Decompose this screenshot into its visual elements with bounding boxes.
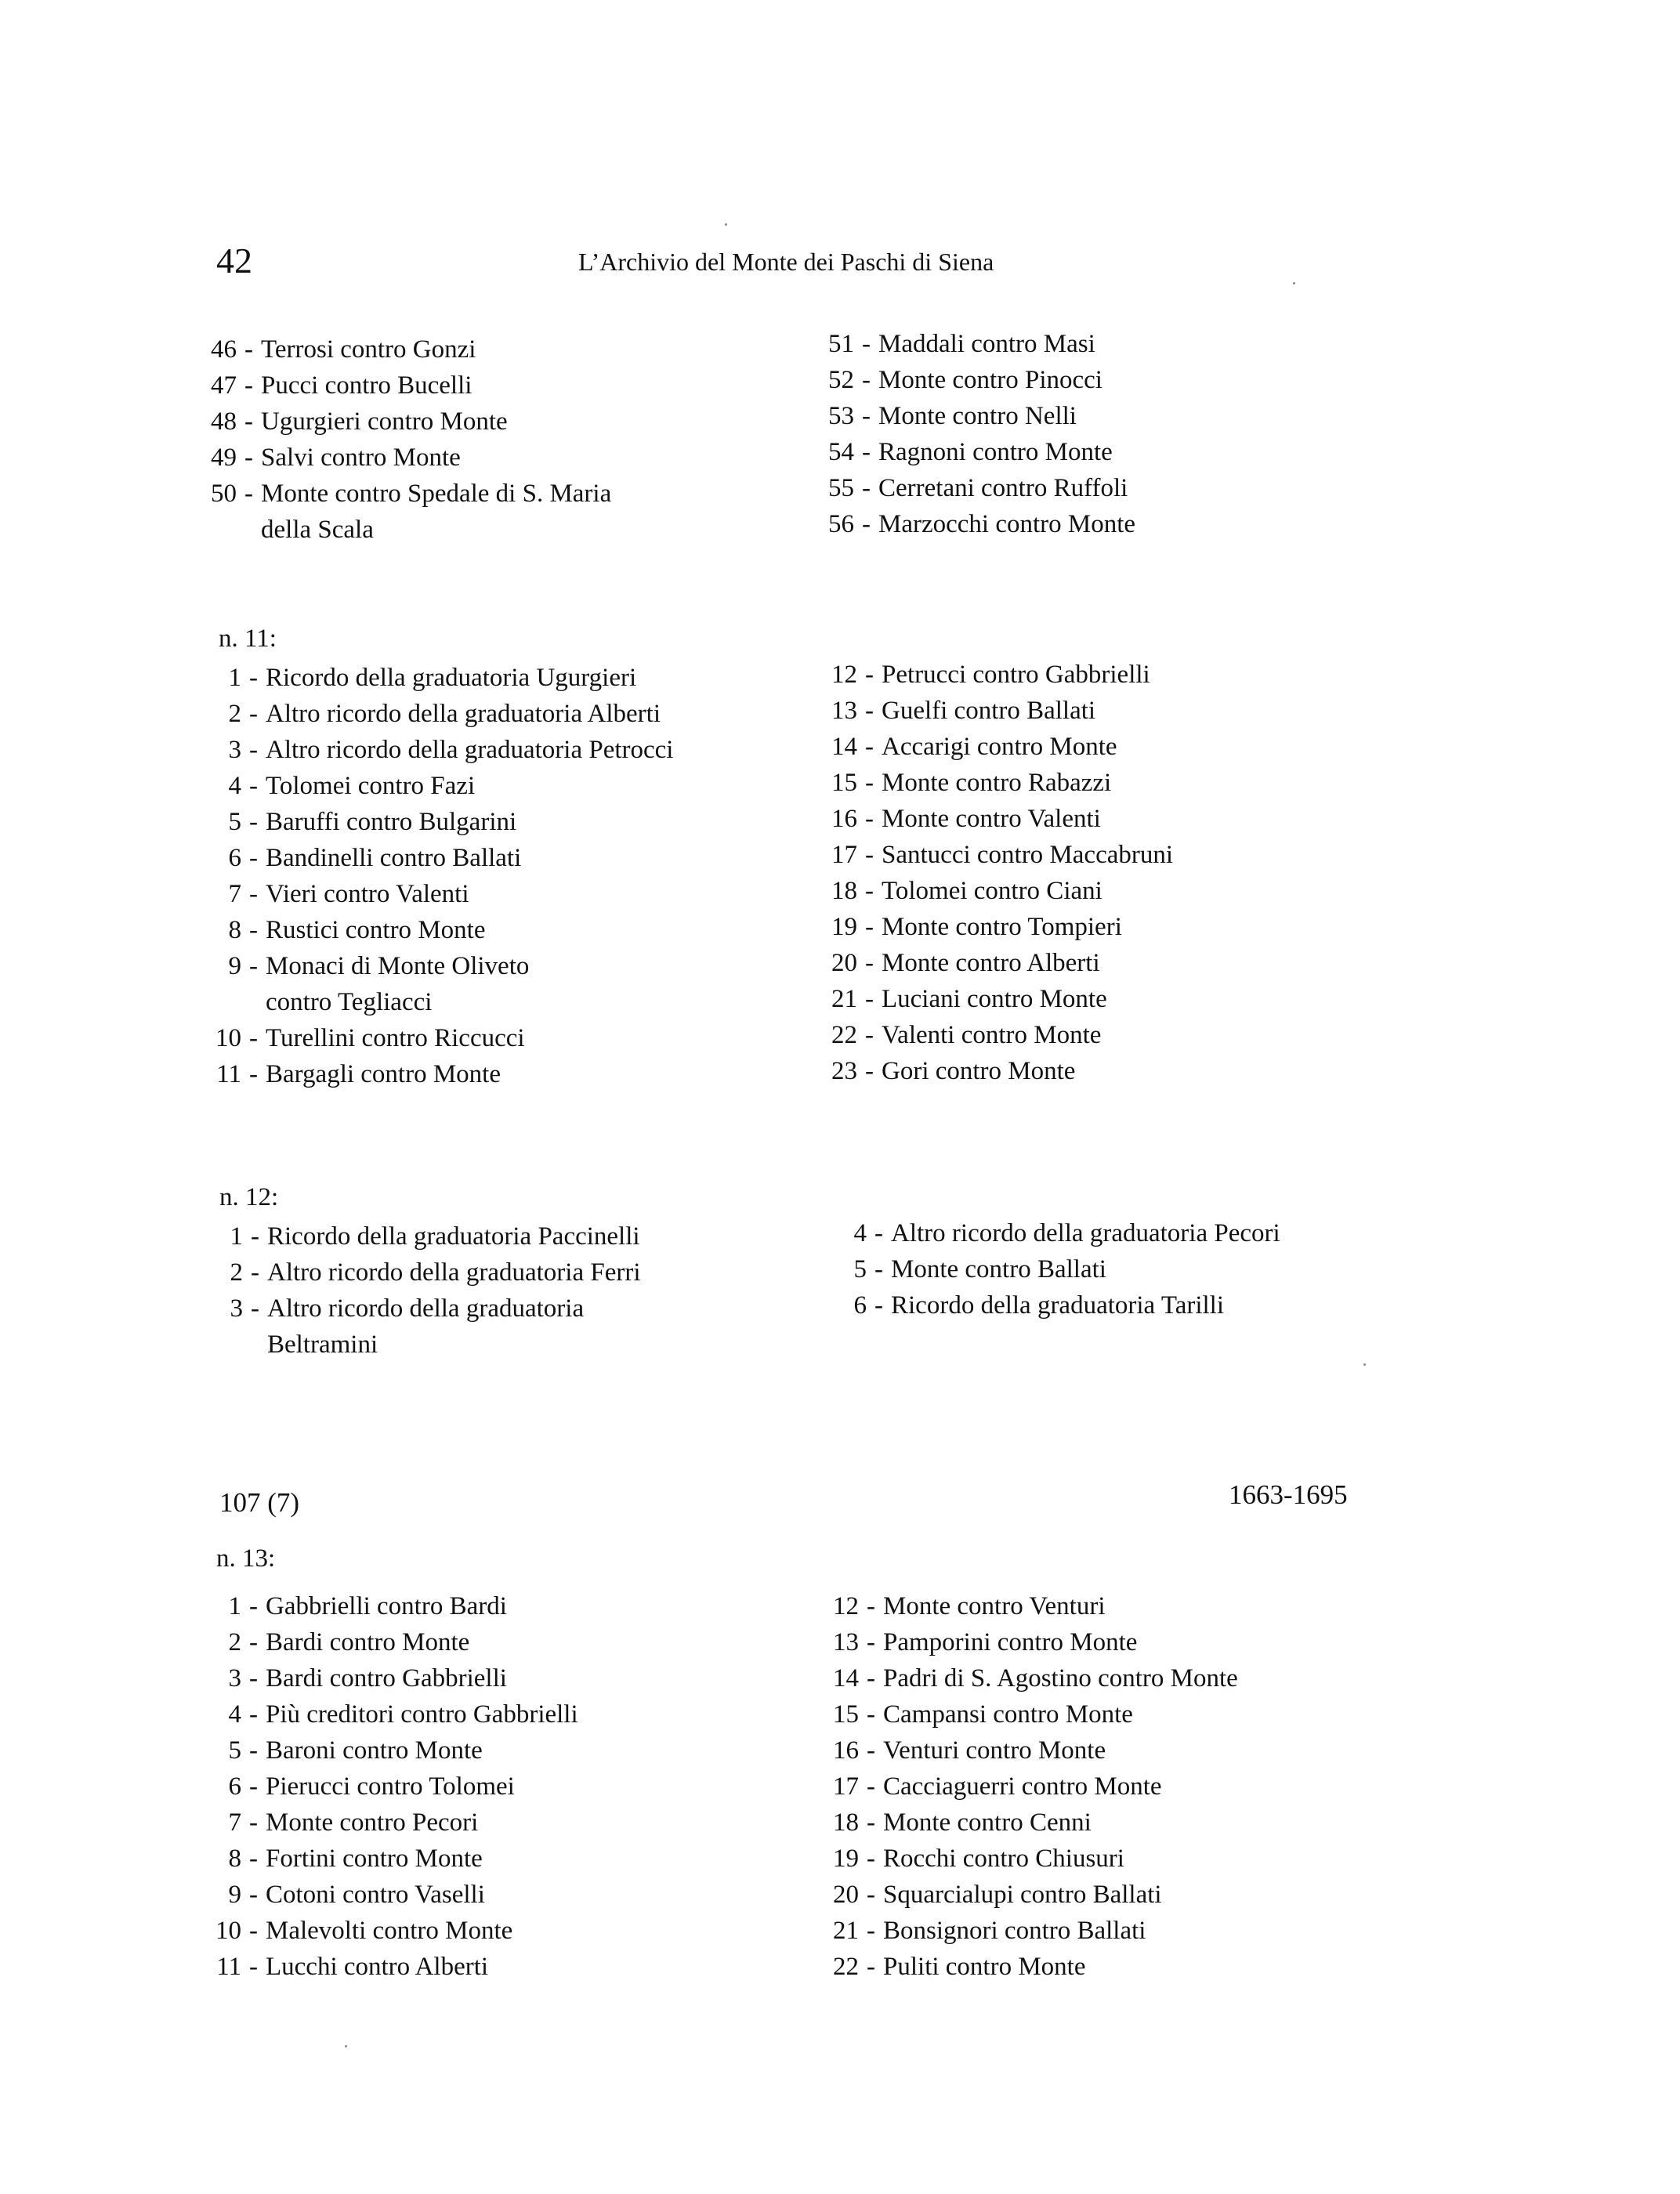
scan-speck bbox=[1293, 282, 1295, 284]
section-12-list-right bbox=[837, 1215, 1280, 1323]
list-item bbox=[837, 1287, 1280, 1323]
item-separator: - bbox=[249, 736, 258, 764]
item-separator: - bbox=[865, 661, 874, 689]
item-text: contro Tegliacci bbox=[266, 988, 433, 1016]
list-item bbox=[824, 506, 1135, 542]
item-separator: - bbox=[867, 1736, 875, 1765]
item-text: Pucci contro Bucelli bbox=[261, 371, 472, 400]
list-item bbox=[837, 1251, 1280, 1287]
item-text: Ragnoni contro Monte bbox=[878, 438, 1113, 466]
item-number: 51 bbox=[828, 330, 854, 358]
item-separator: - bbox=[249, 1808, 258, 1837]
item-text: Baruffi contro Bulgarini bbox=[266, 808, 517, 836]
list-item bbox=[829, 1877, 1238, 1913]
item-separator: - bbox=[867, 1700, 875, 1729]
item-separator: - bbox=[865, 877, 874, 905]
list-item-continuation bbox=[212, 984, 673, 1020]
item-number: 17 bbox=[833, 1772, 859, 1801]
item-number: 9 bbox=[228, 952, 241, 980]
item-number: 18 bbox=[833, 1808, 859, 1837]
item-number: 1 bbox=[228, 1592, 241, 1620]
item-text: Altro ricordo della graduatoria Ferri bbox=[267, 1258, 641, 1287]
item-separator: - bbox=[865, 913, 874, 941]
item-number: 56 bbox=[828, 510, 854, 538]
list-item bbox=[213, 1254, 641, 1291]
item-number: 2 bbox=[228, 1628, 241, 1656]
list-item-continuation bbox=[207, 512, 611, 548]
list-item bbox=[837, 1215, 1280, 1251]
item-number: 11 bbox=[216, 1060, 241, 1088]
section-11-heading: n. 11: bbox=[219, 625, 277, 653]
item-separator: - bbox=[244, 444, 253, 472]
item-separator: - bbox=[249, 664, 258, 692]
item-separator: - bbox=[862, 402, 871, 430]
item-separator: - bbox=[249, 916, 258, 944]
list-item bbox=[212, 1877, 578, 1913]
list-item bbox=[212, 696, 673, 732]
item-separator: - bbox=[249, 1700, 258, 1729]
item-text: Più creditori contro Gabbrielli bbox=[266, 1700, 578, 1729]
item-number: 2 bbox=[228, 700, 241, 728]
list-item bbox=[207, 331, 611, 367]
item-number: 6 bbox=[228, 844, 241, 872]
item-number: 12 bbox=[831, 661, 857, 689]
list-item bbox=[212, 1588, 578, 1624]
item-number: 7 bbox=[228, 1808, 241, 1837]
item-number: 18 bbox=[831, 877, 857, 905]
item-separator: - bbox=[874, 1255, 883, 1283]
item-text: Puliti contro Monte bbox=[883, 1953, 1086, 1981]
item-separator: - bbox=[867, 1664, 875, 1693]
item-separator: - bbox=[865, 841, 874, 869]
section-13-heading: n. 13: bbox=[216, 1544, 276, 1573]
item-separator: - bbox=[244, 480, 253, 508]
item-text: Guelfi contro Ballati bbox=[882, 697, 1096, 725]
item-number: 4 bbox=[228, 772, 241, 800]
list-item bbox=[829, 1913, 1238, 1949]
item-number: 12 bbox=[833, 1592, 859, 1620]
unit-dates: 1663-1695 bbox=[1229, 1479, 1348, 1510]
list-item bbox=[207, 367, 611, 404]
item-separator: - bbox=[865, 949, 874, 977]
list-item-continuation bbox=[213, 1327, 641, 1363]
item-separator: - bbox=[244, 407, 253, 436]
top-list-left bbox=[207, 331, 611, 548]
item-text: Accarigi contro Monte bbox=[882, 733, 1117, 761]
item-separator: - bbox=[249, 880, 258, 908]
item-separator: - bbox=[867, 1772, 875, 1801]
list-item bbox=[207, 476, 611, 512]
item-separator: - bbox=[867, 1953, 875, 1981]
item-text: Beltramini bbox=[267, 1331, 378, 1359]
item-separator: - bbox=[874, 1291, 883, 1320]
list-item bbox=[824, 362, 1135, 398]
item-number: 46 bbox=[211, 335, 237, 364]
list-item bbox=[212, 876, 673, 912]
item-text: Cacciaguerri contro Monte bbox=[883, 1772, 1162, 1801]
item-text: Cotoni contro Vaselli bbox=[266, 1881, 485, 1909]
item-text: Terrosi contro Gonzi bbox=[261, 335, 476, 364]
item-number: 14 bbox=[833, 1664, 859, 1693]
item-number: 3 bbox=[228, 736, 241, 764]
list-item bbox=[827, 729, 1173, 765]
list-item bbox=[824, 326, 1135, 362]
item-text: Vieri contro Valenti bbox=[266, 880, 469, 908]
list-item bbox=[829, 1696, 1238, 1732]
item-separator: - bbox=[249, 1736, 258, 1765]
list-item bbox=[212, 768, 673, 804]
list-item bbox=[212, 660, 673, 696]
list-item bbox=[829, 1660, 1238, 1696]
list-item bbox=[827, 909, 1173, 945]
section-11-list-right bbox=[827, 657, 1173, 1089]
list-item bbox=[827, 945, 1173, 981]
item-number: 13 bbox=[833, 1628, 859, 1656]
item-text: Squarcialupi contro Ballati bbox=[883, 1881, 1162, 1909]
item-separator: - bbox=[867, 1881, 875, 1909]
item-text: Monte contro Pecori bbox=[266, 1808, 479, 1837]
section-13-list-right bbox=[829, 1588, 1238, 1985]
item-number: 11 bbox=[216, 1953, 241, 1981]
item-text: Altro ricordo della graduatoria bbox=[267, 1294, 585, 1323]
item-text: Ricordo della graduatoria Paccinelli bbox=[267, 1222, 640, 1251]
item-separator: - bbox=[865, 805, 874, 833]
item-number: 14 bbox=[831, 733, 857, 761]
list-item bbox=[829, 1805, 1238, 1841]
item-text: Turellini contro Riccucci bbox=[266, 1024, 525, 1052]
list-item bbox=[827, 981, 1173, 1017]
item-number: 21 bbox=[833, 1917, 859, 1945]
item-text: Maddali contro Masi bbox=[878, 330, 1095, 358]
list-item bbox=[207, 404, 611, 440]
item-number: 10 bbox=[215, 1917, 241, 1945]
item-text: Monte contro Valenti bbox=[882, 805, 1101, 833]
item-separator: - bbox=[874, 1219, 883, 1247]
item-separator: - bbox=[249, 1917, 258, 1945]
item-text: Rustici contro Monte bbox=[266, 916, 486, 944]
list-item bbox=[829, 1624, 1238, 1660]
list-item bbox=[827, 1053, 1173, 1089]
item-text: Petrucci contro Gabbrielli bbox=[882, 661, 1150, 689]
item-text: Malevolti contro Monte bbox=[266, 1917, 513, 1945]
item-number: 5 bbox=[228, 1736, 241, 1765]
item-number: 55 bbox=[828, 474, 854, 502]
item-separator: - bbox=[249, 700, 258, 728]
item-number: 4 bbox=[228, 1700, 241, 1729]
item-number: 15 bbox=[833, 1700, 859, 1729]
item-number: 6 bbox=[228, 1772, 241, 1801]
list-item bbox=[212, 948, 673, 984]
item-text: Ricordo della graduatoria Tarilli bbox=[891, 1291, 1225, 1320]
item-separator: - bbox=[249, 808, 258, 836]
item-number: 20 bbox=[831, 949, 857, 977]
item-separator: - bbox=[865, 733, 874, 761]
item-text: Salvi contro Monte bbox=[261, 444, 461, 472]
list-item bbox=[212, 912, 673, 948]
item-number: 2 bbox=[230, 1258, 243, 1287]
item-separator: - bbox=[867, 1628, 875, 1656]
item-number: 19 bbox=[833, 1845, 859, 1873]
item-text: Gori contro Monte bbox=[882, 1057, 1076, 1085]
item-text: Monte contro Spedale di S. Maria bbox=[261, 480, 612, 508]
item-number: 23 bbox=[831, 1057, 857, 1085]
item-separator: - bbox=[249, 844, 258, 872]
list-item bbox=[212, 1660, 578, 1696]
list-item bbox=[827, 1017, 1173, 1053]
item-text: Bardi contro Gabbrielli bbox=[266, 1664, 507, 1693]
list-item bbox=[212, 804, 673, 840]
list-item bbox=[829, 1769, 1238, 1805]
item-separator: - bbox=[867, 1808, 875, 1837]
list-item bbox=[213, 1291, 641, 1327]
scan-speck bbox=[725, 223, 727, 226]
list-item bbox=[212, 1020, 673, 1056]
item-separator: - bbox=[249, 1953, 258, 1981]
item-number: 16 bbox=[833, 1736, 859, 1765]
page-number: 42 bbox=[216, 241, 252, 281]
list-item bbox=[212, 840, 673, 876]
item-separator: - bbox=[249, 952, 258, 980]
item-text: Baroni contro Monte bbox=[266, 1736, 483, 1765]
item-number: 9 bbox=[228, 1881, 241, 1909]
item-separator: - bbox=[862, 366, 871, 394]
list-item bbox=[829, 1841, 1238, 1877]
item-separator: - bbox=[865, 1057, 874, 1085]
item-text: Monte contro Rabazzi bbox=[882, 769, 1112, 797]
item-number: 22 bbox=[833, 1953, 859, 1981]
item-text: Santucci contro Maccabruni bbox=[882, 841, 1174, 869]
item-separator: - bbox=[867, 1845, 875, 1873]
list-item bbox=[829, 1949, 1238, 1985]
item-separator: - bbox=[249, 1628, 258, 1656]
item-text: Padri di S. Agostino contro Monte bbox=[883, 1664, 1238, 1693]
scan-speck bbox=[345, 2045, 347, 2047]
item-separator: - bbox=[249, 1592, 258, 1620]
item-number: 47 bbox=[211, 371, 237, 400]
running-title: L’Archivio del Monte dei Paschi di Siena bbox=[578, 248, 994, 276]
item-number: 3 bbox=[230, 1294, 243, 1323]
item-text: Tolomei contro Fazi bbox=[266, 772, 476, 800]
item-separator: - bbox=[865, 985, 874, 1013]
item-text: Ricordo della graduatoria Ugurgieri bbox=[266, 664, 637, 692]
item-text: Tolomei contro Ciani bbox=[882, 877, 1102, 905]
item-separator: - bbox=[249, 772, 258, 800]
list-item bbox=[827, 801, 1173, 837]
item-number: 48 bbox=[211, 407, 237, 436]
item-separator: - bbox=[865, 697, 874, 725]
item-text: Pierucci contro Tolomei bbox=[266, 1772, 515, 1801]
section-12-heading: n. 12: bbox=[219, 1183, 279, 1211]
item-text: Monte contro Venturi bbox=[883, 1592, 1106, 1620]
item-text: Venturi contro Monte bbox=[883, 1736, 1106, 1765]
item-text: Bargagli contro Monte bbox=[266, 1060, 501, 1088]
item-number: 6 bbox=[853, 1291, 867, 1320]
list-item bbox=[213, 1218, 641, 1254]
top-list-right bbox=[824, 326, 1135, 542]
item-number: 10 bbox=[215, 1024, 241, 1052]
item-number: 22 bbox=[831, 1021, 857, 1049]
item-text: Monaci di Monte Oliveto bbox=[266, 952, 530, 980]
item-text: Altro ricordo della graduatoria Petrocci bbox=[266, 736, 674, 764]
section-12-list-left bbox=[213, 1218, 641, 1363]
list-item bbox=[212, 1696, 578, 1732]
item-separator: - bbox=[867, 1592, 875, 1620]
item-number: 7 bbox=[228, 880, 241, 908]
item-separator: - bbox=[249, 1881, 258, 1909]
item-text: Monte contro Nelli bbox=[878, 402, 1077, 430]
section-13-list-left bbox=[212, 1588, 578, 1985]
list-item bbox=[829, 1588, 1238, 1624]
item-text: Monte contro Ballati bbox=[891, 1255, 1106, 1283]
item-text: Monte contro Pinocci bbox=[878, 366, 1102, 394]
item-text: Monte contro Cenni bbox=[883, 1808, 1092, 1837]
list-item bbox=[212, 732, 673, 768]
item-number: 5 bbox=[228, 808, 241, 836]
item-number: 50 bbox=[211, 480, 237, 508]
item-text: Bonsignori contro Ballati bbox=[883, 1917, 1146, 1945]
item-text: Ugurgieri contro Monte bbox=[261, 407, 508, 436]
item-number: 19 bbox=[831, 913, 857, 941]
unit-label: 107 (7) bbox=[219, 1487, 300, 1518]
list-item bbox=[827, 837, 1173, 873]
list-item bbox=[827, 657, 1173, 693]
item-separator: - bbox=[862, 474, 871, 502]
item-separator: - bbox=[251, 1258, 259, 1287]
item-text: Campansi contro Monte bbox=[883, 1700, 1133, 1729]
list-item bbox=[824, 398, 1135, 434]
item-number: 20 bbox=[833, 1881, 859, 1909]
section-11-list-left bbox=[212, 660, 673, 1092]
item-number: 15 bbox=[831, 769, 857, 797]
item-text: Marzocchi contro Monte bbox=[878, 510, 1136, 538]
item-text: Luciani contro Monte bbox=[882, 985, 1107, 1013]
list-item bbox=[207, 440, 611, 476]
item-text: Bandinelli contro Ballati bbox=[266, 844, 522, 872]
item-text: Altro ricordo della graduatoria Alberti bbox=[266, 700, 661, 728]
item-text: Monte contro Alberti bbox=[882, 949, 1100, 977]
list-item bbox=[212, 1056, 673, 1092]
item-separator: - bbox=[249, 1060, 258, 1088]
item-text: Bardi contro Monte bbox=[266, 1628, 470, 1656]
item-text: Rocchi contro Chiusuri bbox=[883, 1845, 1124, 1873]
item-separator: - bbox=[249, 1664, 258, 1693]
list-item bbox=[827, 765, 1173, 801]
item-number: 21 bbox=[831, 985, 857, 1013]
list-item bbox=[212, 1732, 578, 1769]
list-item bbox=[212, 1949, 578, 1985]
item-number: 49 bbox=[211, 444, 237, 472]
item-text: Pamporini contro Monte bbox=[883, 1628, 1138, 1656]
item-number: 52 bbox=[828, 366, 854, 394]
scan-speck bbox=[1363, 1363, 1366, 1366]
list-item bbox=[212, 1624, 578, 1660]
list-item bbox=[827, 693, 1173, 729]
list-item bbox=[829, 1732, 1238, 1769]
item-separator: - bbox=[251, 1294, 259, 1323]
item-separator: - bbox=[865, 1021, 874, 1049]
item-number: 1 bbox=[230, 1222, 243, 1251]
item-number: 53 bbox=[828, 402, 854, 430]
item-number: 54 bbox=[828, 438, 854, 466]
item-text: Fortini contro Monte bbox=[266, 1845, 483, 1873]
item-number: 8 bbox=[228, 916, 241, 944]
item-text: Cerretani contro Ruffoli bbox=[878, 474, 1128, 502]
item-text: Monte contro Tompieri bbox=[882, 913, 1122, 941]
item-separator: - bbox=[862, 510, 871, 538]
item-number: 3 bbox=[228, 1664, 241, 1693]
item-number: 4 bbox=[853, 1219, 867, 1247]
list-item bbox=[212, 1805, 578, 1841]
item-number: 16 bbox=[831, 805, 857, 833]
item-text: Altro ricordo della graduatoria Pecori bbox=[891, 1219, 1280, 1247]
list-item bbox=[827, 873, 1173, 909]
list-item bbox=[824, 470, 1135, 506]
item-text: della Scala bbox=[261, 516, 374, 544]
item-separator: - bbox=[249, 1024, 258, 1052]
item-number: 1 bbox=[228, 664, 241, 692]
list-item bbox=[212, 1913, 578, 1949]
item-separator: - bbox=[862, 330, 871, 358]
item-number: 8 bbox=[228, 1845, 241, 1873]
item-separator: - bbox=[865, 769, 874, 797]
item-text: Lucchi contro Alberti bbox=[266, 1953, 489, 1981]
list-item bbox=[212, 1841, 578, 1877]
list-item bbox=[212, 1769, 578, 1805]
item-separator: - bbox=[244, 371, 253, 400]
item-separator: - bbox=[244, 335, 253, 364]
item-text: Gabbrielli contro Bardi bbox=[266, 1592, 507, 1620]
item-separator: - bbox=[249, 1845, 258, 1873]
item-separator: - bbox=[867, 1917, 875, 1945]
item-number: 17 bbox=[831, 841, 857, 869]
item-separator: - bbox=[251, 1222, 259, 1251]
item-number: 13 bbox=[831, 697, 857, 725]
item-separator: - bbox=[862, 438, 871, 466]
item-number: 5 bbox=[853, 1255, 867, 1283]
item-text: Valenti contro Monte bbox=[882, 1021, 1102, 1049]
list-item bbox=[824, 434, 1135, 470]
item-separator: - bbox=[249, 1772, 258, 1801]
